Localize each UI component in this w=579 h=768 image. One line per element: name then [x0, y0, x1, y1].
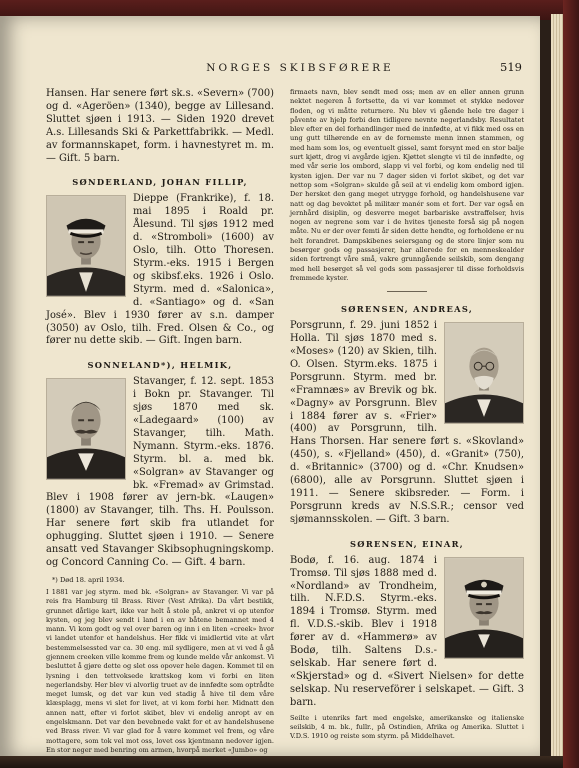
footnote-story: I 1881 var jeg styrm. med bk. «Solgran» av Stavanger. Vi var på reis fra Hamburg til Brass. River (Vest Afrika). Da vårt bestikk, grunnet dårlige kart, ikke var helt å stole på, ankret vi op utenfor kysten, og jeg blev sendt i land i en av båtene bemannet med 4 mann. Vi kom godt og vel over baren og inn i en liten «creek» hvor vi landet utenfor et handelshus. Her fikk vi imidlertid vite at vårt bestemmelsessted var ca. 30 eng. mil sydligere, men at vi ved å gå gjennem creeken ville komme frem og kunde melde vår ankomst. Vi besluttet å gjøre dette og slet oss opover hele dagen. Kommet til en lysning i den tettvoksede krattskog kom vi forbi en liten negerlandsby. Her blev vi alvorlig truet av de innfødte som optrådte meget lumsk, og det var kun ved stadig å hive til dem våre klæsplagg, mens vi slet for livet, at vi kom forbi her. Midnatt den annen natt, efter vi forlot skibet, blev vi endelig anropt av en engelskmann. Det var den bevebnede vakt for et av handelshusene ved Brass river. Vi var glad for å være kommet vel frem, og våre mottagere, som tok vel mot oss, lovet oss kjentmann nedover igjen. En stor neger med benring om armen, hvorpå merket «Jumbo» og: [46, 587, 274, 754]
right-column: [290, 88, 524, 742]
entry-text-sorensen-andreas: Porsgrunn, f. 29. juni 1852 i Holla. Til sjøs 1870 med s. «Moses» (120) av Skien, tilh. O. Olsen. Styrm.eks. 1875 i Porsgrunn. Styrm. med br. «Framnæs» av Brevik og bk. «Dagny» av Porsgrunn. Blev i 1884 fører av s. «Frier» (400) av Porsgrunn, tilh. Hans Thorsen. Har senere ført s. «Skovland» (450), s. «Fjelland» (450), d. «Granit» (750), d. «Britannic» (3700) og d. «Chr. Knudsen» (6800), alle av Porsgrunn. Sluttet sjøen i 1911. — Senere skibsreder. — Form. i Porsgrunn kreds av N.S.S.R.; censor ved sjømannsskolen. — Gift. 3 barn.: [290, 320, 524, 525]
captain-portrait-icon: [445, 558, 523, 658]
entry-title-sonneland: SONNELAND*), HELMIK,: [87, 360, 233, 371]
intro-paragraph: Hansen. Har senere ført sk.s. «Severn» (700) og d. «Ageröen» (1340), begge av Lillesand. Sluttet sjøen i 1913. — Siden 1920 drevet A.s. Lillesands Ski & Parkettfabrikk. — Medl. av formannskapet, form. i havnestyret m. m. — Gift. 5 barn.: [46, 88, 274, 164]
footnote-death-date: *) Død 18. april 1934.: [52, 575, 125, 584]
story-continuation: firmaets navn, blev sendt med oss; men av en eller annen grunn nektet negeren å fortsette, da vi var kommet et stykke nedover floden, og vi måtte returnere. Nu blev vi gående hele tre dager i påvente av hjelp forbi den tidligere nevnte negerlandsby. Resultatet blev efter en del forhandlinger med de innfødte, at vi fikk med oss en ung gutt tilhørende en av de fornemste menn innen stammen, og med ham som los, og eventuelt gissel, samt forsynt med en stor balje surt kjøtt, drog vi avgårde igjen. Kjøttet slengte vi til de innfødte, og med vår serie los ombord, slapp vi vel forbi, og kom endelig ned til kysten igjen. Der var nu 7 dager siden vi forlot skibet, og det var nettop som «Solgran» skulde gå seil at vi endelig kom ombord igjen. Der hersket den gang meget utrygge forhold, og handelshusene var natt og dag bevoktet på militær manér som et fort. Der var også en jernhård disiplin, og desverre meget barbariske avstraffelser, hvis nogen av negrene som var i de hvites tjeneste forså sig på nogen måte. Nu er der over femti år siden dette hendte, og forholdene er nu helt forandret. Dampskibenes seiersgang og de store linjer som nu besørger gods og passasjerer, har allerede for en menneskealder siden fortrengt våre små, vakre grunngående seilskib, som dengang med hell besørget så vel gods som passasjerer til disse forholdsvis fremmede kyster.: [290, 88, 524, 282]
entry-title-sorensen-einar: SØRENSEN, EINAR,: [350, 538, 464, 549]
book-page: [0, 16, 540, 758]
entry-text-sonneland: Stavanger, f. 12. sept. 1853 i Bokn pr. Stavanger. Til sjøs 1870 med sk. «Ladegaard» (100) av Stavanger, tilh. Math. Nymann. Styrm.-eks. 1876. Styrm. bl. a. med bk. «Solgran» av Stavanger og bk. «Fremad» av Grimstad. Blev i 1908 fører av jern-bk. «Laugen» (1800) av Stavanger, tilh. Ths. H. Poulsson. Har senere ført skib fra utlandet for ophugging. Sluttet sjøen i 1910. — Senere ansatt ved Stavanger Skibsophugningskomp. og Concord Canning Co. — Gift. 4 barn.: [46, 376, 274, 568]
entry-title-sonderland: SØNDERLAND, JOHAN FILLIP,: [72, 177, 248, 188]
entry-text-sonderland: Dieppe (Frankrike), f. 18. mai 1895 i Roald pr. Ålesund. Til sjøs 1912 med d. «Stromboli» (1600) av Oslo, tilh. Otto Thoresen. Styrm.-eks. 1915 i Bergen og skibsf.eks. 1926 i Oslo. Styrm. med d. «Salonica», d. «Santiago» og d. «San José». Blev i 1930 fører av s.n. damper (3050) av Oslo, tilh. Fred. Olsen & Co., og fører nu dette skib. — Gift. Ingen barn.: [46, 193, 274, 347]
entry-title-sorensen-andreas: SØRENSEN, ANDREAS,: [340, 304, 474, 315]
left-column: [46, 88, 274, 755]
portrait-photo-sorensen-andreas: [444, 322, 524, 424]
elderly-man-portrait-icon: [445, 323, 523, 423]
page-number: 519: [500, 60, 522, 74]
running-header: NORGES SKIBSFØRERE: [206, 62, 394, 74]
section-divider: [387, 291, 427, 292]
book-bottom-edge: [0, 756, 563, 768]
man-portrait-icon: [47, 379, 125, 479]
page-edges: [551, 14, 563, 759]
entry-note-sorensen-einar: Seilte i utenriks fart med engelske, amerikanske og italienske seilskib, 4 m. bk., fullr., på Ostindien, Afrika og Amerika. Sluttet i V.D.S. 1910 og reiste som styrm. på Middelhavet.: [290, 713, 524, 741]
portrait-photo-sonderland: [46, 195, 126, 297]
book-cover-right: [563, 0, 579, 768]
portrait-photo-sorensen-einar: [444, 557, 524, 659]
captain-portrait-icon: [47, 196, 125, 296]
portrait-photo-sonneland: [46, 378, 126, 480]
entry-text-sorensen-einar: Bodø, f. 16. aug. 1874 i Tromsø. Til sjøs 1888 med d. «Nordland» av Trondheim, tilh. N.F.D.S. Styrm.-eks. 1894 i Tromsø. Styrm. med fl. V.D.S.-skib. Blev i 1918 fører av d. «Hammerø» av Bodø, tilh. Saltens D.s.-selskab. Har senere ført d. «Skjerstad» og d. «Sivert Nielsen» for dette selskap. Nu reserveförer i selskapet. — Gift. 3 barn.: [290, 554, 524, 708]
